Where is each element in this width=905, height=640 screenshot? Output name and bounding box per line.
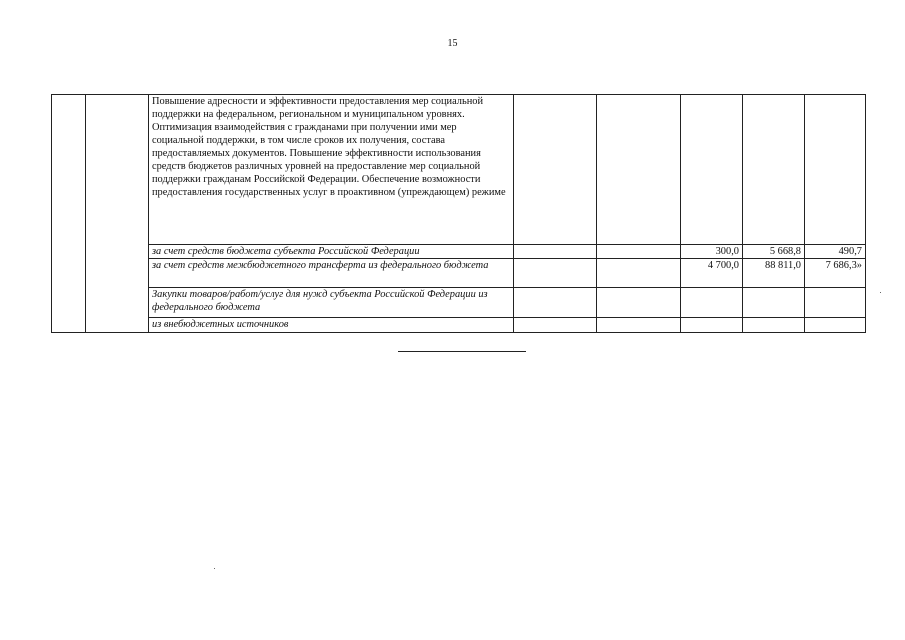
table-row-description xyxy=(52,95,866,245)
empty-cell xyxy=(514,95,597,245)
code-cell xyxy=(86,95,149,333)
section-end-rule xyxy=(398,351,526,352)
empty-cell xyxy=(743,95,805,245)
value-cell: 7 686,3» xyxy=(805,259,866,288)
value-cell xyxy=(805,288,866,318)
empty-cell xyxy=(805,95,866,245)
value-cell xyxy=(681,318,743,333)
empty-cell xyxy=(681,95,743,245)
value-cell xyxy=(805,318,866,333)
empty-cell xyxy=(597,245,681,259)
value-cell: 88 811,0 xyxy=(743,259,805,288)
value-cell xyxy=(743,318,805,333)
row-label: Закупки товаров/работ/услуг для нужд субъекта Российской Федерации из федерального бюджета xyxy=(149,288,514,318)
empty-cell xyxy=(597,288,681,318)
empty-cell xyxy=(514,259,597,288)
budget-table xyxy=(51,94,866,333)
value-cell: 300,0 xyxy=(681,245,743,259)
value-cell: 4 700,0 xyxy=(681,259,743,288)
row-label: из внебюджетных источников xyxy=(149,318,514,333)
value-cell: 490,7 xyxy=(805,245,866,259)
empty-cell xyxy=(514,318,597,333)
row-label: за счет средств межбюджетного трансферта из федерального бюджета xyxy=(149,259,514,288)
description-cell: Повышение адресности и эффективности предоставления мер социальной поддержки на федеральном, региональном и муниципальном уровнях. Оптимизация взаимодействия с гражданами при получении ими мер социальной поддержки, в том числе сроков их получения, состава предоставляемых документов. Повышение эффективности использования средств бюджетов различных уровней на предоставление мер социальной поддержки гражданам Российской Федерации. Обеспечение возможности предоставления государственных услуг в проактивном (упреждающем) режиме xyxy=(149,95,514,245)
number-cell xyxy=(52,95,86,333)
table-row-regional-budget xyxy=(52,245,866,259)
scan-speck xyxy=(214,568,215,569)
table-row-procurement xyxy=(52,288,866,318)
table-row-extrabudgetary xyxy=(52,318,866,333)
value-cell: 5 668,8 xyxy=(743,245,805,259)
empty-cell xyxy=(514,288,597,318)
row-label: за счет средств бюджета субъекта Российской Федерации xyxy=(149,245,514,259)
value-cell xyxy=(743,288,805,318)
empty-cell xyxy=(597,259,681,288)
empty-cell xyxy=(597,318,681,333)
empty-cell xyxy=(514,245,597,259)
empty-cell xyxy=(597,95,681,245)
value-cell xyxy=(681,288,743,318)
table-row-interbudget-transfer xyxy=(52,259,866,288)
page-number: 15 xyxy=(447,38,458,49)
scan-speck xyxy=(880,292,881,293)
